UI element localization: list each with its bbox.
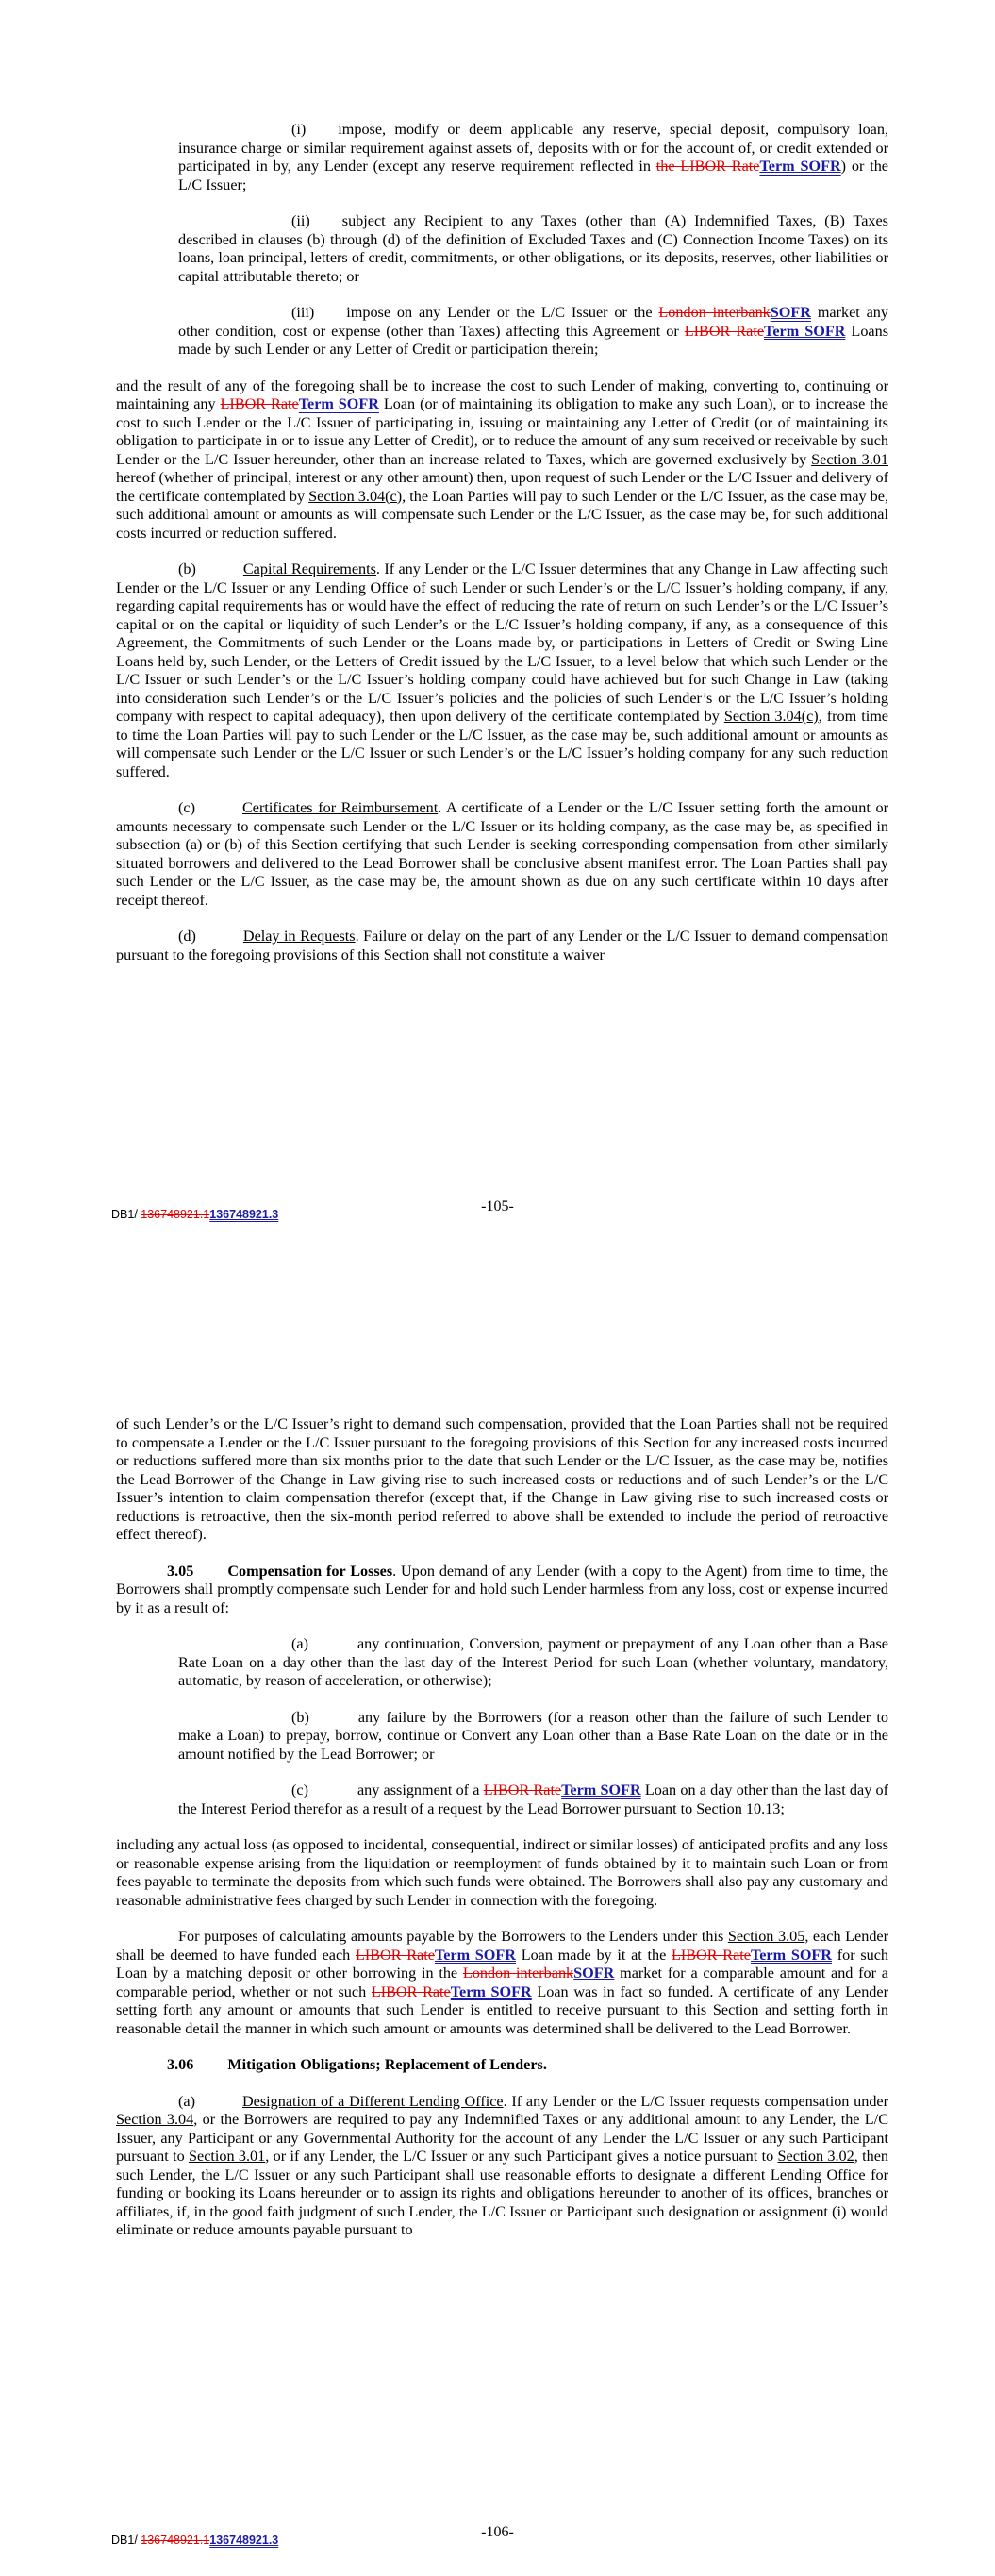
inserted-docid: 136748921.3 bbox=[209, 1208, 279, 1221]
clause-text: subject any Recipient to any Taxes (other than (A) Indemnified Taxes, (B) Taxes described in clauses (b) through (d) of the definition of Excluded Taxes and (C) Connection Income Taxes) on its loans, loan principal, letters of credit, commitments, or other obligations, or its deposits, reserves, other liabilities or capital attributable thereto; or bbox=[178, 212, 888, 285]
deleted-text: LIBOR Rate bbox=[371, 1982, 451, 2000]
paragraph-text: for such Loan by a matching deposit or other borrowing in the bbox=[116, 1946, 888, 1982]
clause-text: impose on any Lender or the L/C Issuer or the bbox=[346, 304, 659, 321]
paragraph-a-iii bbox=[116, 304, 888, 360]
section-heading: Mitigation Obligations; Replacement of Lenders. bbox=[227, 2056, 547, 2073]
paragraph-305-b bbox=[116, 1709, 888, 1765]
paragraph-a-ii bbox=[116, 212, 888, 286]
section-number: 3.05 bbox=[167, 1562, 194, 1580]
section-reference: Section 3.01 bbox=[811, 450, 888, 468]
section-3-06 bbox=[116, 2056, 888, 2075]
section-reference: Section 3.02 bbox=[777, 2148, 854, 2165]
paragraph-306-a bbox=[116, 2093, 888, 2240]
paragraph-text: that the Loan Parties shall not be required to compensate a Lender or the L/C Issuer pursuant to the foregoing provisions of this Section for any increased costs incurred or reductions suffered more than six months prior to the date that such Lender or the L/C Issuer, as the case may be, notifies the Lead Borrower of the Change in Law giving rise to such increased costs or reductions and of such Lender’s or the L/C Issuer’s intention to claim compensation therefor (except that, if the Change in Law giving rise to such increased costs or reductions is retroactive, then the six-month period referred to above shall be extended to include the period of retroactive effect thereof). bbox=[116, 1415, 889, 1543]
deleted-text: the LIBOR Rate bbox=[655, 158, 760, 175]
clause-text: ) or the L/C Issuer; bbox=[178, 158, 888, 193]
paragraph-text: For purposes of calculating amounts payable by the Borrowers to the Lenders under this bbox=[178, 1928, 728, 1945]
deleted-docid: 136748921.1 bbox=[141, 1208, 210, 1221]
paragraph-b-capital-requirements bbox=[116, 560, 888, 781]
docid-prefix: DB1/ bbox=[111, 1208, 141, 1221]
paragraph-text: Loan was in fact so funded. A certificate of any Lender setting forth any amount or amounts that such Lender is entitled to receive pursuant to this Section and setting forth in reasonable detail the manner in which such amount or amounts was determined shall be delivered to the Lead Borrower. bbox=[116, 1982, 888, 2037]
paragraph-text: , each Lender shall be deemed to have funded each bbox=[116, 1928, 888, 1964]
page-body bbox=[116, 121, 888, 982]
paragraph-text: . Upon demand of any Lender (with a copy to the Agent) from time to time, the Borrowers shall promptly compensate such Lender for and hold such Lender harmless from any loss, cost or expense incurred by it as a result of: bbox=[116, 1562, 888, 1616]
paragraph-text: , or the Borrowers are required to pay any Indemnified Taxes or any additional amount to any Lender, the L/C Issuer, any Participant or any Governmental Authority for the account of any Lender the L/C Issuer or any such Participant pursuant to bbox=[116, 2111, 888, 2165]
document-page-105 bbox=[0, 0, 995, 1255]
paragraph-text: and the result of any of the foregoing shall be to increase the cost to such Lender of making, converting to, continuing or maintaining any bbox=[116, 376, 888, 412]
clause-text: ; bbox=[780, 1799, 785, 1817]
paragraph-text: Loan (or of maintaining its obligation to make any such Loan), or to increase the cost to such Lender or the L/C Issuer of participating in, issuing or maintaining any Letter of Credit (or of maintaining its obligation to participate in or to issue any Letter of Credit), or to reduce the amount of any sum received or receivable by such Lender or the L/C Issuer hereunder, other than an increase related to Taxes, which are governed exclusively by bbox=[116, 395, 888, 468]
deleted-docid: 136748921.1 bbox=[141, 2534, 210, 2547]
inserted-docid: 136748921.3 bbox=[209, 2534, 279, 2547]
clause-marker: (a) bbox=[291, 1635, 308, 1652]
section-reference: Section 3.05 bbox=[727, 1928, 805, 1945]
inserted-text: Term SOFR bbox=[750, 1946, 832, 1964]
section-heading: Compensation for Losses bbox=[227, 1562, 393, 1580]
section-3-05 bbox=[116, 1563, 888, 1618]
page-number: -105- bbox=[481, 1198, 514, 1214]
deleted-text: LIBOR Rate bbox=[684, 322, 765, 340]
clause-text: any continuation, Conversion, payment or prepayment of any Loan other than a Base Rate Loan on a day other than the last day of the Interest Period for such Loan (whether voluntary, mandatory, automatic, by reason of acceleration, or otherwise); bbox=[178, 1635, 888, 1689]
deleted-text: LIBOR Rate bbox=[483, 1781, 562, 1798]
clause-heading: Delay in Requests bbox=[242, 928, 356, 945]
paragraph-continuation bbox=[116, 1415, 888, 1545]
inserted-text: Term SOFR bbox=[434, 1946, 516, 1964]
paragraph-text: including any actual loss (as opposed to incidental, consequential, indirect or similar losses) of anticipated profits and any loss or reasonable expense arising from the liquidation or reemployment of funds obtained by it to maintain such Loan or from fees payable to terminate the deposits from which such funds were obtained. The Borrowers shall also pay any customary and reasonable administrative fees charged by such Lender in connection with the foregoing. bbox=[116, 1836, 888, 1909]
page-number: -106- bbox=[481, 2524, 514, 2540]
clause-text: impose, modify or deem applicable any reserve, special deposit, compulsory loan, insurance charge or similar requirement against assets of, deposits with or for the account of, or credit extended or participated in by, any Lender (except any reserve requirement reflected in bbox=[178, 121, 888, 175]
deleted-text: London interbank bbox=[462, 1965, 574, 1982]
paragraph-text: Loan made by it at the bbox=[515, 1946, 672, 1964]
paragraph-text: , the Loan Parties will pay to such Lender or the L/C Issuer, as the case may be, such additional amount or amounts as will compensate such Lender or the L/C Issuer, as the case may be, for such additional costs incurred or reduction suffered. bbox=[116, 487, 889, 542]
underlined-term: provided bbox=[571, 1415, 626, 1432]
inserted-text: SOFR bbox=[770, 304, 811, 321]
paragraph-purposes bbox=[116, 1928, 888, 2038]
clause-text: any failure by the Borrowers (for a reason other than the failure of such Lender to make a Loan) to prepay, borrow, continue or Convert any Loan other than a Base Rate Loan on the date or in the amount notified by the Lead Borrower; or bbox=[178, 1708, 888, 1763]
clause-heading: Capital Requirements bbox=[242, 560, 376, 577]
paragraph-c-certificates bbox=[116, 799, 888, 910]
section-number: 3.06 bbox=[167, 2056, 194, 2073]
section-reference: Section 3.01 bbox=[189, 2148, 266, 2165]
paragraph-text: . If any Lender or the L/C Issuer determines that any Change in Law affecting such Lender or the L/C Issuer or any Lending Office of such Lender or such Lender’s or the L/C Issuer’s holding company, if any, regarding capital requirements has or would have the effect of reducing the rate of return on such Lender’s or the L/C Issuer’s capital or on the capital or liquidity of such Lender’s or the L/C Issuer’s holding company, if any, as a consequence of this Agreement, the Commitments of such Lender or the Loans made by, or participations in Letters of Credit or Swing Line Loans held by, such Lender, or the Letters of Credit issued by the L/C Issuer, to a level below that which such Lender or the L/C Issuer or such Lender’s or the L/C Issuer’s holding company could have achieved but for such Change in Law (taking into consideration such Lender’s or the L/C Issuer’s policies and the policies of such Lender’s or the L/C Issuer’s holding company with respect to capital adequacy), then upon delivery of the certificate contemplated by bbox=[116, 560, 889, 725]
paragraph-text: market for a comparable amount and for a comparable period, whether or not such bbox=[116, 1965, 888, 2000]
paragraph-result bbox=[116, 377, 888, 544]
inserted-text: Term SOFR bbox=[764, 322, 846, 340]
clause-marker: (i) bbox=[291, 121, 307, 138]
paragraph-text: , or if any Lender, the L/C Issuer or any such Participant gives a notice pursuant to bbox=[265, 2148, 778, 2165]
inserted-text: Term SOFR bbox=[298, 395, 379, 412]
paragraph-text: , from time to time the Loan Parties will pay to such Lender or the L/C Issuer, as the case may be, such additional amount or amounts as will compensate such Lender or the L/C Issuer or such Lender’s or the L/C Issuer’s holding company for any such reduction suffered. bbox=[116, 708, 888, 780]
paragraph-text: , then such Lender, the L/C Issuer or any such Participant shall use reasonable efforts to designate a different Lending Office for funding or booking its Loans hereunder or to assign its rights and obligations hereunder to another of its offices, branches or affiliates, if, in the good faith judgment of such Lender, the L/C Issuer or Participant such designation or assignment (i) would eliminate or reduce amounts payable pursuant to bbox=[116, 2148, 889, 2238]
section-reference: Section 3.04(c) bbox=[723, 708, 819, 725]
paragraph-text: . A certificate of a Lender or the L/C Issuer setting forth the amount or amounts necessary to compensate such Lender or the L/C Issuer or its holding company, as the case may be, as specified in subsection (a) or (b) of this Section certifying that such Lender is seeking corresponding compensation from other similarly situated borrowers and delivered to the Lead Borrower shall be conclusive absent manifest error. The Loan Parties shall pay such Lender or the L/C Issuer, as the case may be, the amount shown as due on any such certificate within 10 days after receipt thereof. bbox=[116, 799, 888, 909]
clause-marker: (a) bbox=[178, 2092, 195, 2110]
section-reference: Section 3.04 bbox=[116, 2111, 194, 2128]
deleted-text: LIBOR Rate bbox=[220, 395, 299, 412]
clause-text: market any other condition, cost or expense (other than Taxes) affecting this Agreement or bbox=[178, 304, 888, 340]
inserted-text: Term SOFR bbox=[450, 1982, 532, 2000]
document-page-106 bbox=[0, 1378, 995, 2576]
page-body bbox=[116, 1415, 888, 2258]
clause-heading: Certificates for Reimbursement bbox=[241, 799, 439, 816]
clause-marker: (ii) bbox=[291, 212, 310, 229]
deleted-text: LIBOR Rate bbox=[671, 1946, 751, 1964]
paragraph-305-a bbox=[116, 1635, 888, 1691]
inserted-text: Term SOFR bbox=[759, 158, 841, 175]
docid-prefix: DB1/ bbox=[111, 2534, 141, 2547]
clause-marker: (iii) bbox=[291, 304, 315, 321]
paragraph-d-delay bbox=[116, 928, 888, 964]
clause-marker: (b) bbox=[178, 560, 196, 577]
clause-text: Loans made by such Lender or any Letter of Credit or participation therein; bbox=[178, 322, 888, 358]
clause-text: Loan on a day other than the last day of the Interest Period therefor as a result of a request by the Lead Borrower pursuant to bbox=[178, 1781, 888, 1817]
paragraph-including bbox=[116, 1836, 888, 1910]
paragraph-305-c bbox=[116, 1781, 888, 1818]
clause-marker: (d) bbox=[178, 928, 196, 945]
paragraph-text: . Failure or delay on the part of any Lender or the L/C Issuer to demand compensation pursuant to the foregoing provisions of this Section shall not constitute a waiver bbox=[116, 928, 888, 963]
clause-text: any assignment of a bbox=[357, 1781, 484, 1798]
clause-marker: (b) bbox=[291, 1708, 309, 1726]
paragraph-text: hereof (whether of principal, interest or any other amount) then, upon request of such Lender or the L/C Issuer and delivery of the certificate contemplated by bbox=[116, 469, 888, 505]
inserted-text: Term SOFR bbox=[561, 1781, 641, 1798]
paragraph-text: . If any Lender or the L/C Issuer requests compensation under bbox=[503, 2092, 888, 2110]
clause-heading: Designation of a Different Lending Office bbox=[241, 2092, 504, 2110]
section-reference: Section 3.04(c) bbox=[308, 487, 403, 505]
inserted-text: SOFR bbox=[573, 1965, 615, 1982]
deleted-text: LIBOR Rate bbox=[355, 1946, 435, 1964]
deleted-text: London interbank bbox=[658, 304, 771, 321]
clause-marker: (c) bbox=[291, 1781, 308, 1798]
section-reference: Section 10.13 bbox=[696, 1799, 781, 1817]
paragraph-text: of such Lender’s or the L/C Issuer’s right to demand such compensation, bbox=[116, 1415, 572, 1432]
clause-marker: (c) bbox=[178, 799, 195, 816]
paragraph-a-i bbox=[116, 121, 888, 194]
